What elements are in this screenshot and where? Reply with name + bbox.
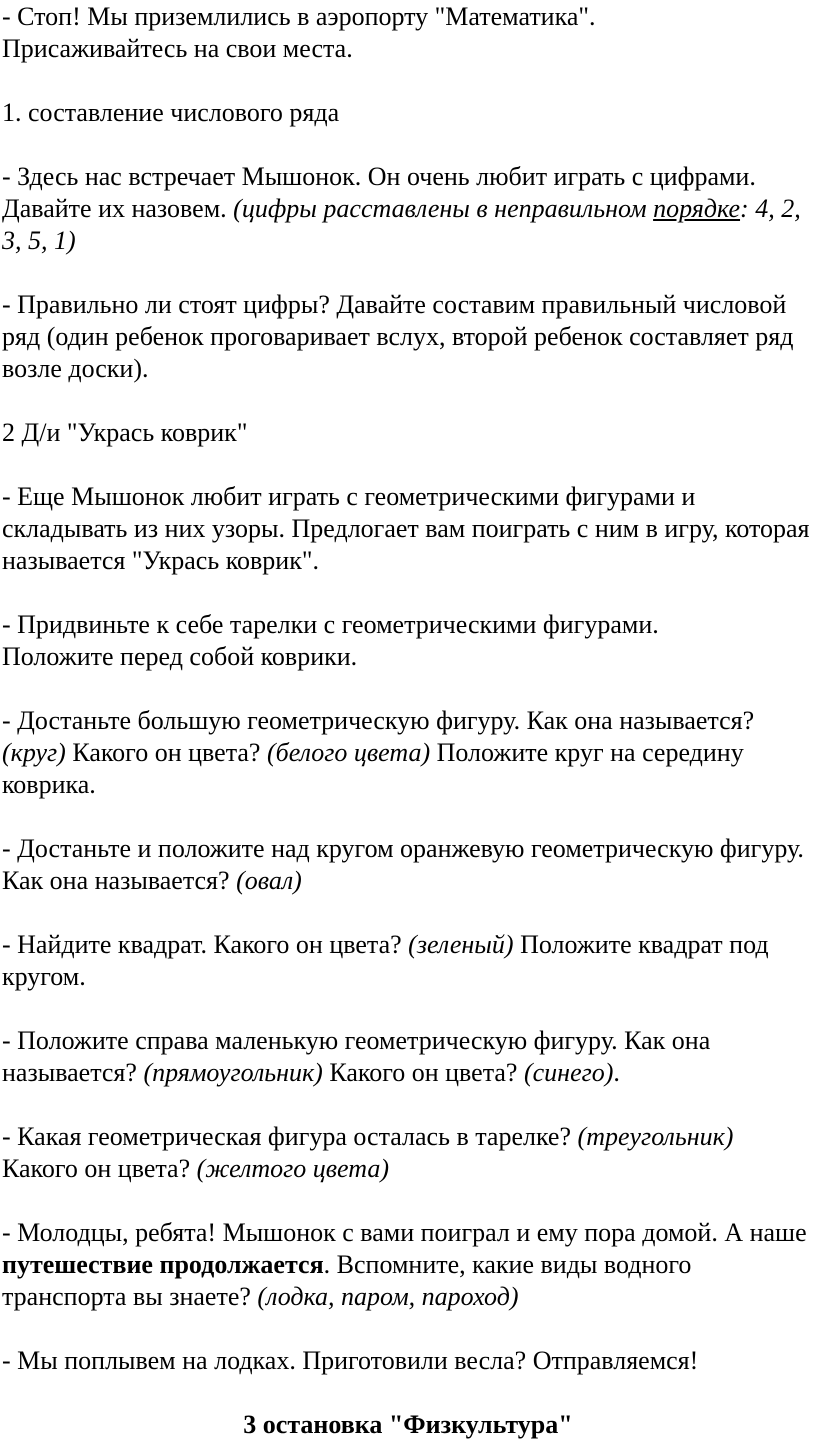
mouse-digits-text: - Здесь нас встречает Мышонок. Он очень любит играть с цифрами. Давайте их назовем. [2, 162, 756, 223]
square-text-a: - Найдите квадрат. Какого он цвета? [2, 930, 402, 959]
paragraph-mouse-shapes [2, 481, 814, 577]
square-answer: (зеленый) [408, 930, 514, 959]
paragraph-mouse-digits [2, 161, 814, 257]
paragraph-triangle [2, 1121, 814, 1185]
circle-text-c: Положите круг на середину коврика. [2, 738, 744, 799]
circle-text-a: - Достаньте большую геометрическую фигуру. Как она называется? [2, 706, 755, 735]
mouse-digits-note-underlined: порядке [653, 194, 741, 223]
rectangle-answer: (прямоугольник) [143, 1058, 323, 1087]
paragraph-journey [2, 1217, 814, 1313]
move-plates-line-2: Положите перед собой коврики. [2, 642, 358, 671]
paragraph-square [2, 929, 814, 993]
journey-bold: путешествие продолжается [2, 1250, 324, 1279]
correct-order-text: - Правильно ли стоят цифры? Давайте составим правильный числовой ряд (один ребенок проговаривает вслух, второй ребенок составляет ряд возле доски). [2, 290, 794, 383]
triangle-answer: (треугольник) [577, 1122, 734, 1151]
triangle-text-b: Какого он цвета? [2, 1154, 191, 1183]
move-plates-line-1: - Придвиньте к себе тарелки с геометрическими фигурами. [2, 610, 659, 639]
paragraph-boats [2, 1345, 814, 1377]
circle-text-b: Какого он цвета? [72, 738, 261, 767]
oval-answer: (овал) [236, 866, 302, 895]
mouse-digits-note: (цифры расставлены в неправильном [233, 194, 647, 223]
paragraph-landing [2, 1, 814, 65]
journey-answer: (лодка, паром, пароход) [257, 1282, 519, 1311]
rectangle-text-c: . [613, 1058, 620, 1087]
journey-text-a: - Молодцы, ребята! Мышонок с вами поиграл и ему пора домой. А наше [2, 1218, 807, 1247]
paragraph-move-plates [2, 609, 814, 673]
physical-education-title: 3 остановка "Физкультура" [243, 1410, 573, 1439]
paragraph-correct-order [2, 289, 814, 385]
triangle-text-a: - Какая геометрическая фигура осталась в тарелке? [2, 1122, 572, 1151]
circle-color-answer: (белого цвета) [266, 738, 431, 767]
landing-line-1: - Стоп! Мы приземлились в аэропорту "Математика". [2, 2, 596, 31]
rectangle-text-b: Какого он цвета? [329, 1058, 518, 1087]
journey-text-b: . Вспомните, какие виды водного транспорта вы знаете? [2, 1250, 692, 1311]
section-number-series-title: 1. составление числового ряда [2, 98, 340, 127]
paragraph-rectangle [2, 1025, 814, 1089]
rectangle-text-a: - Положите справа маленькую геометрическую фигуру. Как она называется? [2, 1026, 711, 1087]
circle-answer: (круг) [2, 738, 66, 767]
section-number-series [2, 97, 814, 129]
paragraph-oval [2, 833, 814, 897]
square-text-b: Положите квадрат под кругом. [2, 930, 769, 991]
rectangle-color-answer: (синего) [523, 1058, 614, 1087]
section-decorate-rug-title: 2 Д/и "Укрась коврик" [2, 418, 248, 447]
landing-line-2: Присаживайтесь на свои места. [2, 34, 353, 63]
section-heading-physical-education [2, 1409, 814, 1441]
mouse-shapes-text: - Еще Мышонок любит играть с геометрическими фигурами и складывать из них узоры. Предлогает вам поиграть с ним в игру, которая называется "Укрась коврик". [2, 482, 810, 575]
mouse-digits-note-digits: : 4, 2, 3, 5, 1) [2, 194, 801, 255]
triangle-color-answer: (желтого цвета) [196, 1154, 390, 1183]
paragraph-circle [2, 705, 814, 801]
boats-text: - Мы поплывем на лодках. Приготовили весла? Отправляемся! [2, 1346, 699, 1375]
oval-text: - Достаньте и положите над кругом оранжевую геометрическую фигуру. Как она называется? [2, 834, 804, 895]
section-decorate-rug [2, 417, 814, 449]
